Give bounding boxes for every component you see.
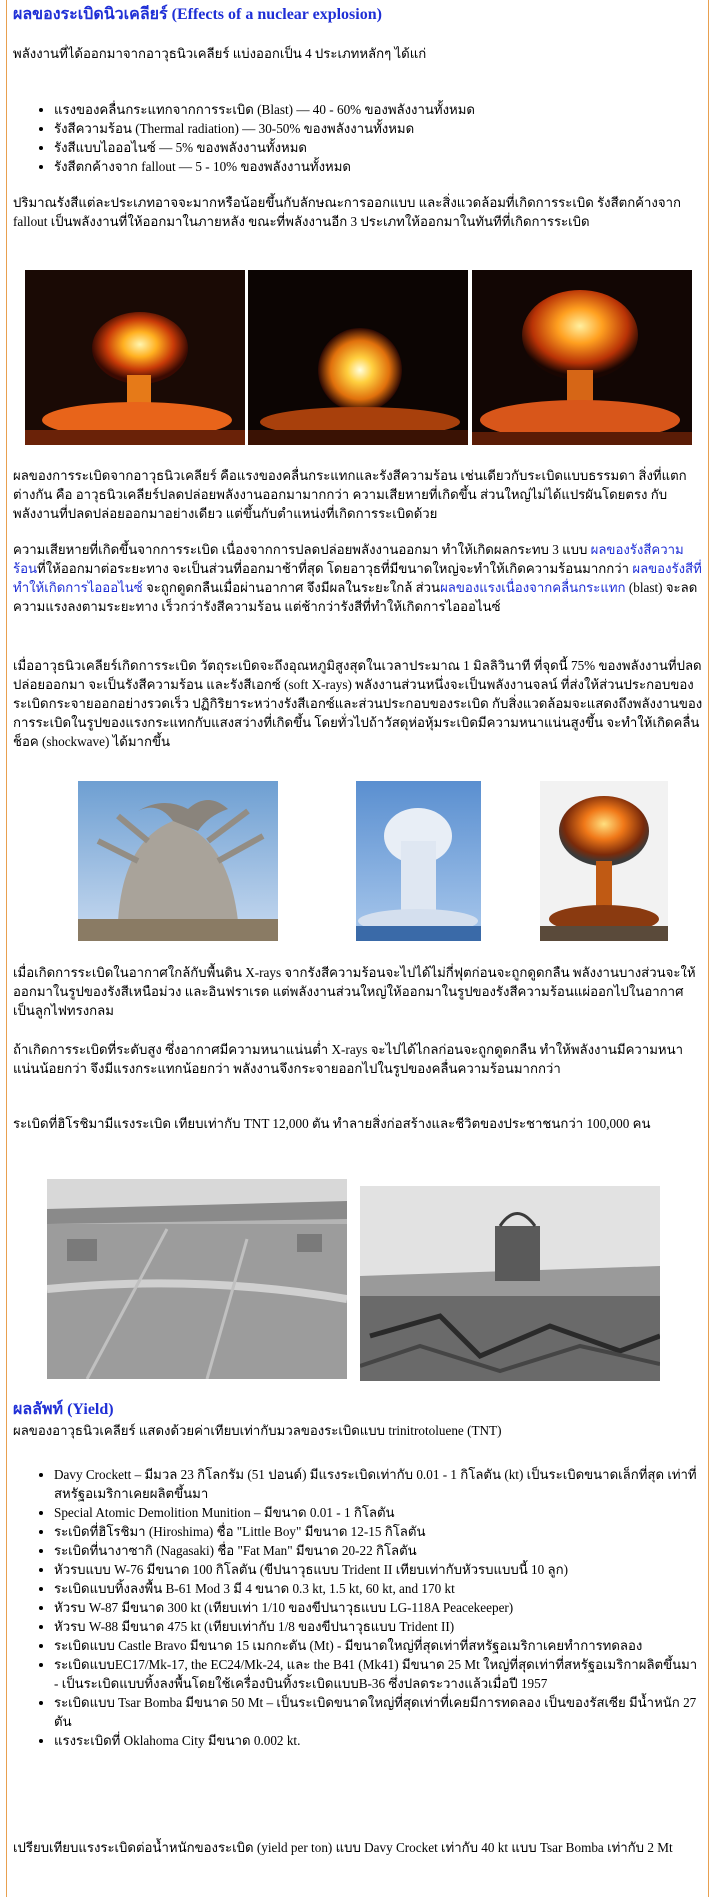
water-column-image bbox=[356, 781, 481, 941]
list-item: • ระเบิดแบบทิ้งลงพื้น B-61 Mod 3 มี 4 ขนาด 0.3 kt, 1.5 kt, 60 kt, and 170 kt bbox=[54, 1579, 703, 1598]
para-text: (blast) จะลดความแรงลงตามระยะทาง เร็วกว่ารังสีความร้อน แต่ช้ากว่ารังสีที่ทำให้เกิดการไอออไนซ์ bbox=[13, 580, 698, 614]
yield-intro-text: ผลของอาวุธนิวเคลียร์ แสดงด้วยค่าเทียบเท่ากับมวลของระเบิดแบบ trinitrotoluene (TNT) bbox=[13, 1423, 502, 1438]
link-blast-effects[interactable]: ผลของแรงเนื่องจากคลื่นกระแทก bbox=[440, 580, 626, 595]
para-block-1 bbox=[13, 193, 703, 231]
list-item: • ระเบิดที่นางาซากิ (Nagasaki) ชื่อ "Fat Man" มีขนาด 20-22 กิโลตัน bbox=[54, 1541, 703, 1560]
list-item: • ระเบิดแบบ Tsar Bomba มีขนาด 50 Mt – เป็นระเบิดขนาดใหญ่ที่สุดเท่าที่เคยมีการทดลอง เป็นของรัสเซีย มีน้ำหนัก 27 ตัน bbox=[54, 1693, 703, 1731]
energy-list-block bbox=[13, 100, 703, 176]
section-title-yield: ผลลัพท์ (Yield) bbox=[13, 1401, 114, 1418]
link-ionizing-radiation[interactable]: ผลของรังสีที่ทำให้เกิดการไอออไนซ์ bbox=[13, 561, 702, 595]
paragraph-yield-per-ton: เปรียบเทียบแรงระเบิดต่อน้ำหนักของระเบิด (yield per ton) แบบ Davy Crocket เท่ากับ 40 kt แบบ Tsar Bomba เท่ากับ 2 Mt bbox=[13, 1840, 673, 1855]
intro-block bbox=[13, 44, 703, 63]
para-block-7 bbox=[13, 1114, 703, 1133]
fireball-image-2 bbox=[248, 270, 468, 445]
link-thermal-radiation[interactable]: ผลของรังสีความร้อน bbox=[13, 542, 684, 576]
paragraph-detonation-physics: เมื่ออาวุธนิวเคลียร์เกิดการระเบิด วัตถุระเบิดจะถึงอุณหภูมิสูงสุดในเวลาประมาณ 1 มิลลิวินาที ที่จุดนี้ 75% ของพลังงานที่ปลดปล่อยออกมา จะเป็นรังสีความร้อน และรังสีเอกซ์ (soft X-rays) พลังงานส่วนหนึ่งจะเป็นพลังงานจลน์ ที่ส่งให้ส่วนประกอบของระเบิดกระจายออกอย่างรวดเร็ว ปฏิกิริยาระหว่างรังสีเอกซ์และส่วนประกอบของระเบิด กับสิ่งแวดล้อมจะแสดงถึงพลังงานของการระเบิดในรูปของแรงกระแทกกับแสงสว่างที่เกิดขึ้น โดยทั่วไปถ้าวัสดุห่อหุ้มระเบิดมีความหนาแน่นสูงขึ้น จะทำให้เกิดคลื่นช็อค (shockwave) ได้มากขึ้น bbox=[13, 658, 703, 749]
yield-intro-block bbox=[13, 1421, 703, 1440]
paragraph-air-burst: เมื่อเกิดการระเบิดในอากาศใกล้กับพื้นดิน X-rays จากรังสีความร้อนจะไปได้ไม่กี่ฟุตก่อนจะถูกดูดกลืน พลังงานบางส่วนจะให้ออกมาในรูปของรังสีเหนือม่วง และอินฟราเรด แต่พลังงานส่วนใหญ่ให้ออกมาในรูปของรังสีความร้อนแผ่ออกไปในอากาศเป็นลูกไฟทรงกลม bbox=[13, 965, 696, 1018]
fireball-image-1 bbox=[25, 270, 245, 445]
para-block-4 bbox=[13, 656, 703, 751]
energy-list bbox=[13, 100, 703, 176]
hiroshima-aerial-image bbox=[47, 1179, 347, 1379]
list-item: • รังสีความร้อน (Thermal radiation) — 30-50% ของพลังงานทั้งหมด bbox=[54, 119, 703, 138]
para-block-5 bbox=[13, 963, 703, 1020]
list-item: • Davy Crockett – มีมวล 23 กิโลกรัม (51 ปอนด์) มีแรงระเบิดเท่ากับ 0.01 - 1 กิโลตัน (kt) เป็นระเบิดขนาดเล็กที่สุด เท่าที่สหรัฐอเมริกาเคยผลิตขึ้นมา bbox=[54, 1465, 703, 1503]
para-text: ที่ให้ออกมาต่อระยะทาง จะเป็นส่วนที่ออกมาช้าที่สุด โดยอาวุธที่มีขนาดใหญ่จะทำให้เกิดความร้อนมากกว่า bbox=[37, 561, 633, 576]
list-item: • ระเบิดแบบEC17/Mk-17, the EC24/Mk-24, และ the B41 (Mk41) มีขนาด 25 Mt ใหญ่ที่สุดเท่าที่สหรัฐอเมริกาผลิตขึ้นมา - เป็นระเบิดแบบทิ้งลงพื้นโดยใช้เครื่องบินทิ้งระเบิดแบบB-36 ซึ่งปลดระวางแล้วเมื่อปี 1957 bbox=[54, 1655, 703, 1693]
list-item: • ระเบิดแบบ Castle Bravo มีขนาด 15 เมกกะตัน (Mt) - มีขนาดใหญ่ที่สุดเท่าที่สหรัฐอเมริกาเคยทำการทดลอง bbox=[54, 1636, 703, 1655]
paragraph-radiation-amount: ปริมาณรังสีแต่ละประเภทอาจจะมากหรือน้อยขึ้นกับลักษณะการออกแบบ และสิ่งแวดล้อมที่เกิดการระเบิด รังสีตกค้างจาก fallout เป็นพลังงานที่ให้ออกมาในภายหลัง ขณะที่พลังงานอีก 3 ประเภทให้ออกมาในทันทีที่เกิดการระเบิด bbox=[13, 195, 681, 229]
list-item: • หัวรบ W-87 มีขนาด 300 kt (เทียบเท่า 1/10 ของขีปนาวุธแบบ LG-118A Peacekeeper) bbox=[54, 1598, 703, 1617]
atomic-dome-ruins-image bbox=[360, 1186, 660, 1381]
list-item: • หัวรบ W-88 มีขนาด 475 kt (เทียบเท่ากับ 1/8 ของขีปนาวุธแบบ Trident II) bbox=[54, 1617, 703, 1636]
section-title-effects: ผลของระเบิดนิวเคลียร์ (Effects of a nuclear explosion) bbox=[13, 6, 382, 23]
para-block-2 bbox=[13, 466, 703, 523]
section-effects-header bbox=[13, 5, 703, 25]
list-item: • Special Atomic Demolition Munition – มีขนาด 0.01 - 1 กิโลตัน bbox=[54, 1503, 703, 1522]
mushroom-cloud-image bbox=[540, 781, 668, 941]
yield-list-block bbox=[13, 1465, 703, 1750]
paragraph-high-altitude: ถ้าเกิดการระเบิดที่ระดับสูง ซึ่งอากาศมีความหนาแน่นต่ำ X-rays จะไปได้ไกลก่อนจะถูกดูดกลืน ทำให้พลังงานมีความหนาแน่นน้อยกว่า จึงมีแรงกระแทกน้อยกว่า พลังงานจึงกระจายออกไปในรูปของคลื่นความร้อนมากกว่า bbox=[13, 1042, 684, 1076]
para-text: จะถูกดูดกลืนเมื่อผ่านอากาศ จึงมีผลในระยะใกล้ ส่วน bbox=[142, 580, 441, 595]
paragraph-damage-types bbox=[13, 540, 703, 616]
para-block-6 bbox=[13, 1040, 703, 1078]
list-item: • ระเบิดที่ฮิโรชิมา (Hiroshima) ชื่อ "Little Boy" มีขนาด 12-15 กิโลตัน bbox=[54, 1522, 703, 1541]
underwater-blast-image bbox=[78, 781, 278, 941]
list-item: • หัวรบแบบ W-76 มีขนาด 100 กิโลตัน (ขีปนาวุธแบบ Trident II เทียบเท่ากับหัวรบแบบนี้ 10 ลูก) bbox=[54, 1560, 703, 1579]
para-block-3 bbox=[13, 540, 703, 616]
intro-text: พลังงานที่ได้ออกมาจากอาวุธนิวเคลียร์ แบ่งออกเป็น 4 ประเภทหลักๆ ได้แก่ bbox=[13, 46, 427, 61]
list-item: • แรงของคลื่นกระแทกจากการระเบิด (Blast) — 40 - 60% ของพลังงานทั้งหมด bbox=[54, 100, 703, 119]
para-text: ความเสียหายที่เกิดขึ้นจากการระเบิด เนื่องจากการปลดปล่อยพลังงานออกมา ทำให้เกิดผลกระทบ 3 แบบ bbox=[13, 542, 591, 557]
section-yield-header bbox=[13, 1400, 703, 1420]
yield-list bbox=[13, 1465, 703, 1750]
list-item: • แรงระเบิดที่ Oklahoma City มีขนาด 0.002 kt. bbox=[54, 1731, 703, 1750]
fireball-image-3 bbox=[472, 270, 692, 445]
closing-block bbox=[13, 1838, 703, 1857]
list-item: • รังสีแบบไอออไนซ์ — 5% ของพลังงานทั้งหมด bbox=[54, 138, 703, 157]
paragraph-hiroshima-yield: ระเบิดที่ฮิโรชิมามีแรงระเบิด เทียบเท่ากับ TNT 12,000 ตัน ทำลายสิ่งก่อสร้างและชีวิตของประชาชนกว่า 100,000 คน bbox=[13, 1116, 651, 1131]
paragraph-explosion-effects: ผลของการระเบิดจากอาวุธนิวเคลียร์ คือแรงของคลื่นกระแทกและรังสีความร้อน เช่นเดียวกับระเบิดแบบธรรมดา สิ่งที่แตกต่างกัน คือ อาวุธนิวเคลียร์ปลดปล่อยพลังงานออกมามากกว่า ความเสียหายที่เกิดขึ้น ส่วนใหญ่ไม่ได้แปรผันโดยตรง กับพลังงานที่ปลดปล่อยออกมาอย่างเดียว แต่ขึ้นกับตำแหน่งที่เกิดการระเบิดด้วย bbox=[13, 468, 687, 521]
list-item: • รังสีตกค้างจาก fallout — 5 - 10% ของพลังงานทั้งหมด bbox=[54, 157, 703, 176]
